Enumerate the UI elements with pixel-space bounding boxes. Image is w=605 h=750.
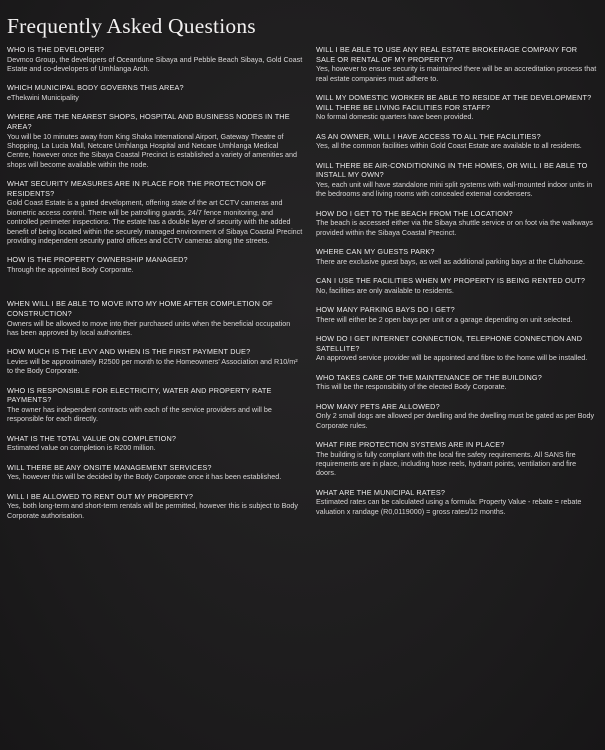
faq-item [316,488,598,516]
faq-answer: Devmco Group, the developers of Oceandune Sibaya and Pebble Beach Sibaya, Gold Coast Estate and co-developers of Umhlanga Arch. [7,54,303,73]
faq-item [7,179,303,245]
faq-question: WHICH MUNICIPAL BODY GOVERNS THIS AREA? [7,83,184,93]
faq-column-right [316,45,598,526]
faq-item [316,247,598,266]
faq-answer: This will be the responsibility of the elected Body Corporate. [316,382,507,392]
faq-item [7,492,303,520]
faq-item [7,83,303,102]
faq-item [316,440,598,478]
faq-item [316,93,598,122]
section-spacer [7,284,303,299]
faq-answer: Estimated value on completion is R200 million. [7,443,156,453]
faq-answer: Levies will be approximately R2500 per month to the Homeowners' Association and R10/m² to the Body Corporate. [7,357,298,376]
faq-answer: An approved service provider will be appointed and fibre to the home will be installed. [316,353,588,363]
faq-column-left [7,45,303,530]
faq-answer: No, facilities are only available to residents. [316,285,454,295]
faq-question: HOW MANY PARKING BAYS DO I GET? [316,305,455,314]
faq-question: WHERE CAN MY GUESTS PARK? [316,247,435,256]
faq-item [316,209,598,237]
page-title: Frequently Asked Questions [7,14,256,38]
faq-item [316,373,598,392]
faq-question: AS AN OWNER, WILL I HAVE ACCESS TO ALL THE FACILITIES? [316,131,541,141]
faq-question: WILL I BE ALLOWED TO RENT OUT MY PROPERTY? [7,491,194,501]
faq-answer: Yes, all the common facilities within Gold Coast Estate are available to all residents. [316,141,582,151]
faq-question: WILL THERE BE AIR-CONDITIONING IN THE HOMES, OR WILL I BE ABLE TO INSTALL MY OWN? [316,160,588,180]
faq-question: WHAT FIRE PROTECTION SYSTEMS ARE IN PLACE? [316,440,505,449]
faq-question: WHO IS RESPONSIBLE FOR ELECTRICITY, WATER AND PROPERTY RATE PAYMENTS? [7,385,272,405]
faq-answer: Yes, however this will be decided by the Body Corporate once it has been established. [7,472,282,482]
faq-question: WHERE ARE THE NEAREST SHOPS, HOSPITAL AND BUSINESS NODES IN THE AREA? [7,112,290,131]
faq-answer: No formal domestic quarters have been provided. [316,112,474,122]
faq-item [7,255,303,274]
faq-question: HOW DO I GET INTERNET CONNECTION, TELEPHONE CONNECTION AND SATELLITE? [316,334,583,353]
faq-answer: Owners will be allowed to move into their purchased units when the beneficial occupation has been approved by local authorities. [7,318,291,338]
faq-item [316,402,598,430]
faq-answer: Yes, both long-term and short-term rentals will be permitted, however this is subject to Body Corporate authorisation. [7,501,298,520]
faq-answer: Only 2 small dogs are allowed per dwelling and the dwelling must be gated as per Body Corporate rules. [316,411,595,430]
faq-question: WHAT ARE THE MUNICIPAL RATES? [316,487,446,497]
faq-item [316,132,598,151]
faq-question: WHO TAKES CARE OF THE MAINTENANCE OF THE BUILDING? [316,372,542,382]
faq-question: WHAT IS THE TOTAL VALUE ON COMPLETION? [7,433,177,443]
faq-question: HOW IS THE PROPERTY OWNERSHIP MANAGED? [7,255,188,265]
faq-question: WILL I BE ABLE TO USE ANY REAL ESTATE BROKERAGE COMPANY FOR SALE OR RENTAL OF MY PROPERTY? [316,45,578,64]
faq-question: WILL MY DOMESTIC WORKER BE ABLE TO RESIDE AT THE DEVELOPMENT? WILL THERE BE LIVING FACILITIES FOR STAFF? [316,93,592,112]
faq-item [7,386,303,424]
faq-answer: Yes, however to ensure security is maintained there will be an accreditation process that real estate companies must adhere to. [316,64,597,83]
faq-answer: Yes, each unit will have standalone mini split systems with wall-mounted indoor units in the bedrooms and living rooms with concealed external condensers. [316,179,593,199]
faq-item [7,347,303,375]
faq-question: WHEN WILL I BE ABLE TO MOVE INTO MY HOME AFTER COMPLETION OF CONSTRUCTION? [7,299,273,319]
faq-item [7,299,303,337]
faq-question: WHAT SECURITY MEASURES ARE IN PLACE FOR THE PROTECTION OF RESIDENTS? [7,179,266,198]
faq-answer: You will be 10 minutes away from King Shaka International Airport, Gateway Theatre of Shopping, La Lucia Mall, Netcare Umhlanga Hospital and Netcare Umhlanga Medical Centre, however once the Sibaya Coastal Precinct is established a variety of amenities and shops will become available within the node. [7,131,298,169]
faq-question: CAN I USE THE FACILITIES WHEN MY PROPERTY IS BEING RENTED OUT? [316,276,586,285]
faq-answer: Gold Coast Estate is a gated development, offering state of the art CCTV cameras and biometric access control. There will be patrolling guards, 24/7 fence monitoring, and controlled perimeter inspections. The estate has a double layer of security with the added benefit of being located within the securely managed environment of Sibaya Coastal Precinct providing independent security patrol offices and CCTV cameras along the streets. [7,198,303,246]
faq-question: WHO IS THE DEVELOPER? [7,45,105,54]
faq-item [316,276,598,295]
faq-item [7,434,303,453]
faq-item [316,334,598,363]
faq-item [7,45,303,73]
faq-answer: Estimated rates can be calculated using a formula: Property Value - rebate = rebate valuation x randage (R0,0119000) = gross rates/12 months. [316,497,582,516]
faq-answer: Through the appointed Body Corporate. [7,265,134,275]
faq-item [316,161,598,199]
faq-question: WILL THERE BE ANY ONSITE MANAGEMENT SERVICES? [7,462,212,472]
faq-answer: eThekwini Municipality [7,93,79,102]
faq-item [316,45,598,83]
faq-answer: The owner has independent contracts with each of the service providers and will be responsible for each directly. [7,405,272,424]
faq-answer: The beach is accessed either via the Sibaya shuttle service or on foot via the walkways provided within the Sibaya Coastal Precinct. [316,218,593,237]
faq-question: HOW MUCH IS THE LEVY AND WHEN IS THE FIRST PAYMENT DUE? [7,347,251,357]
faq-item [316,305,598,324]
faq-item [7,463,303,482]
faq-answer: There are exclusive guest bays, as well as additional parking bays at the Clubhouse. [316,256,585,266]
faq-question: HOW DO I GET TO THE BEACH FROM THE LOCATION? [316,208,513,218]
faq-answer: There will either be 2 open bays per unit or a garage depending on unit selected. [316,314,573,324]
faq-question: HOW MANY PETS ARE ALLOWED? [316,401,440,411]
faq-item [7,112,303,169]
faq-answer: The building is fully compliant with the local fire safety requirements. All SANS fire requirements are in place, including hose reels, hydrant points, ventilation and fire doors. [316,449,577,478]
